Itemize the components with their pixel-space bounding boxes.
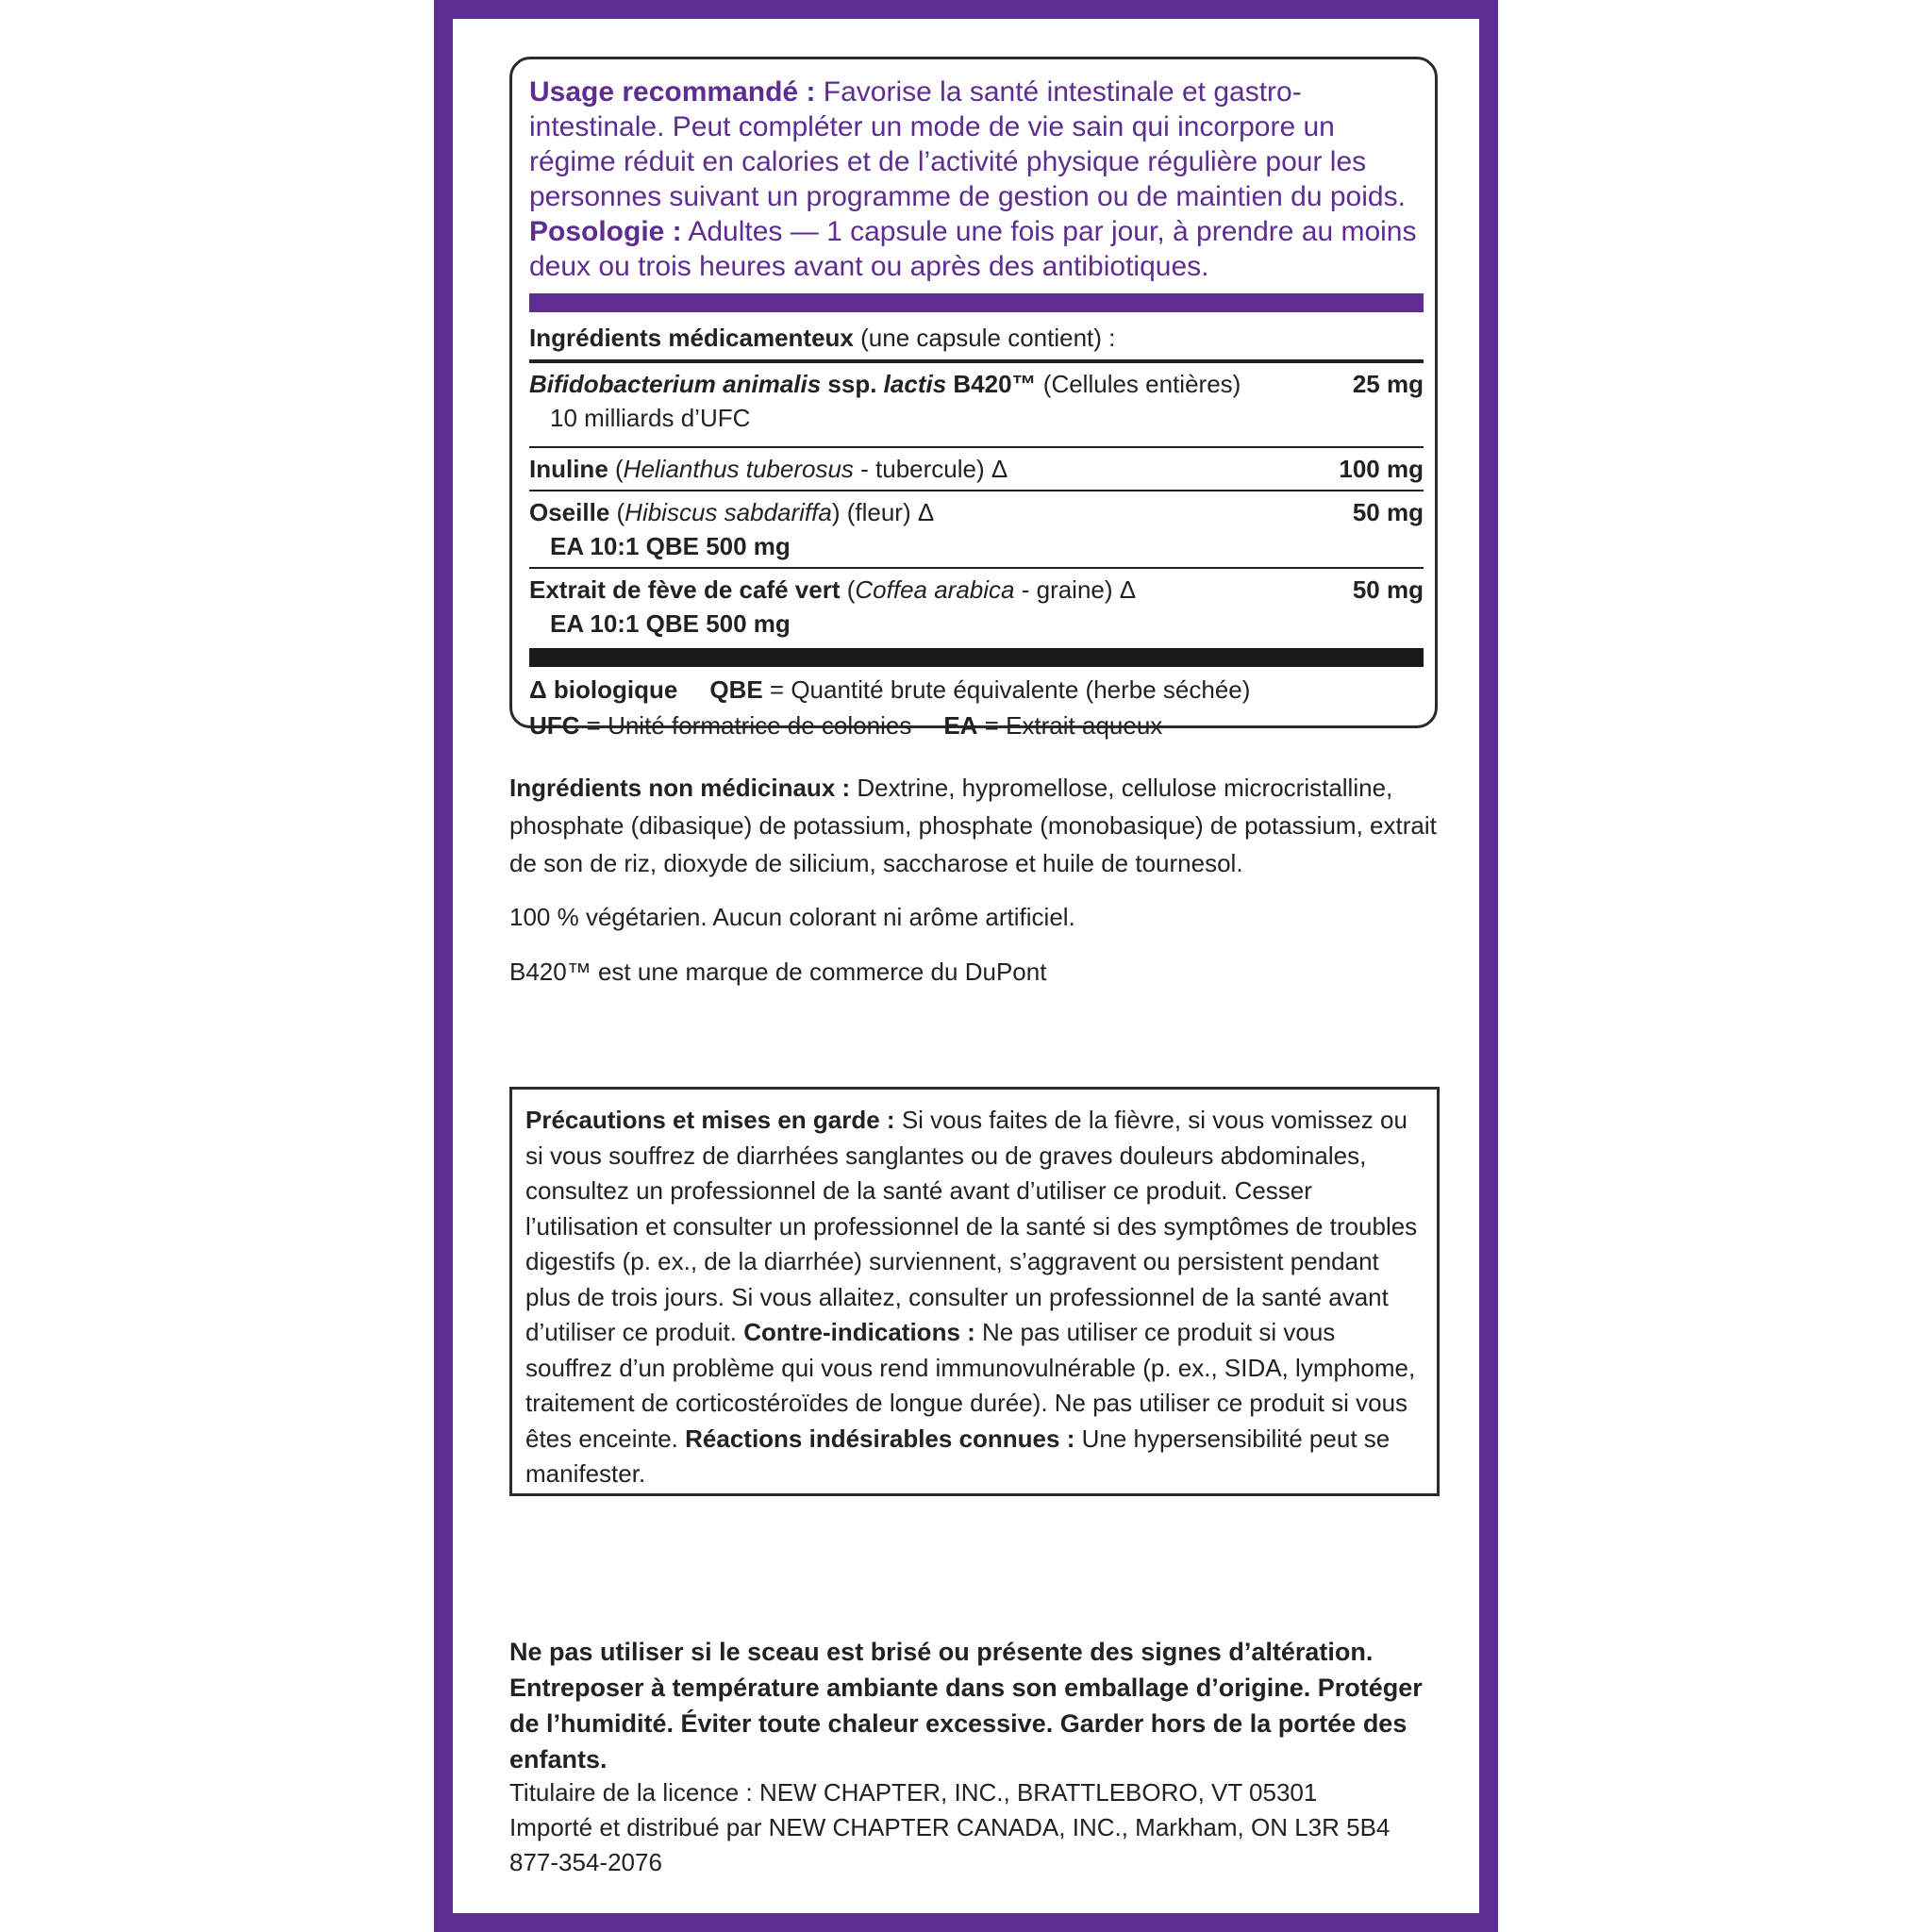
- contraindications-label: Contre-indications :: [743, 1318, 975, 1346]
- ingredient-sub: EA 10:1 QBE 500 mg: [550, 609, 791, 638]
- ingredient-name-open: (: [609, 498, 625, 526]
- adverse-reactions-text: Une hypersensibilité peut se manifester.: [525, 1424, 1391, 1488]
- dosage-text: Adultes — 1 capsule une fois par jour, à prendre au moins deux ou trois heures avant ou après des antibiotiques.: [529, 216, 1417, 282]
- warnings-box: [509, 1087, 1440, 1496]
- seal-notice: Ne pas utiliser si le sceau est brisé ou présente des signes d’altération.: [509, 1638, 1374, 1666]
- phone-number: 877-354-2076: [509, 1848, 662, 1876]
- non-medicinal-text: Dextrine, hypromellose, cellulose microcristalline, phosphate (dibasique) de potassium, phosphate (monobasique) de potassium, extrait de son de riz, dioxyde de silicium, saccharose et huile de tournesol.: [509, 774, 1437, 877]
- legend-bio: Δ biologique: [529, 675, 678, 704]
- ingredient-amount: 50 mg: [1352, 575, 1424, 604]
- legend-ufc-abbr: UFC: [529, 711, 580, 740]
- row-rule: [529, 446, 1424, 448]
- ingredient-name-italic: lactis: [883, 370, 947, 398]
- ingredient-name-rest: (Cellules entières): [1036, 370, 1241, 398]
- license-holder: Titulaire de la licence : NEW CHAPTER, INC., BRATTLEBORO, VT 05301: [509, 1778, 1318, 1807]
- black-divider-bar: [529, 648, 1424, 667]
- ingredient-latin: Helianthus tuberosus: [623, 455, 854, 483]
- warnings-text: [525, 1103, 1422, 1492]
- medicinal-header-rest: (une capsule contient) :: [853, 324, 1116, 352]
- storage-notice: Entreposer à température ambiante dans son emballage d’origine. Protéger de l’humidité. Éviter toute chaleur excessive. Garder hors de la portée des enfants.: [509, 1674, 1423, 1774]
- ingredient-sub: 10 milliards d’UFC: [550, 404, 751, 432]
- ingredient-name: Bifidobacterium animalis: [529, 370, 822, 398]
- adverse-reactions-label: Réactions indésirables connues :: [685, 1424, 1075, 1453]
- usage-label: Usage recommandé :: [529, 76, 816, 108]
- ingredient-name-open: (: [840, 575, 856, 604]
- medicinal-header-label: Ingrédients médicamenteux: [529, 324, 854, 352]
- ingredient-name: Oseille: [529, 498, 610, 526]
- ingredient-name-tail: B420™: [946, 370, 1037, 398]
- ingredient-name-open: (: [608, 455, 624, 483]
- non-medicinal-label: Ingrédients non médicinaux :: [509, 774, 851, 802]
- label-panel: [453, 19, 1479, 1913]
- ingredient-name: Extrait de fève de café vert: [529, 575, 841, 604]
- dosage-label: Posologie :: [529, 216, 682, 247]
- label-border-frame: [434, 0, 1498, 1932]
- row-rule: [529, 490, 1424, 491]
- ingredient-row-oseille: [529, 495, 1424, 563]
- row-rule: [529, 567, 1424, 569]
- ingredient-name-rest: ) (fleur) Δ: [831, 498, 935, 526]
- legend-ea-abbr: EA: [943, 711, 978, 740]
- purple-divider-bar: [529, 293, 1424, 312]
- ingredient-amount: 25 mg: [1352, 370, 1424, 398]
- vegetarian-note: 100 % végétarien. Aucun colorant ni arôme artificiel.: [509, 903, 1075, 931]
- ingredient-row-inuline: [529, 452, 1424, 486]
- trademark-note: B420™ est une marque de commerce du DuPont: [509, 958, 1047, 986]
- contraindications-text: Ne pas utiliser ce produit si vous souffrez d’un problème qui vous rend immunovulnérable (p. ex., SIDA, lymphome, traitement de corticostéroïdes de longue durée). Ne pas utiliser ce produit si vous êtes enceinte.: [525, 1318, 1416, 1453]
- legend-line-1: [529, 673, 1424, 707]
- ingredient-sub: EA 10:1 QBE 500 mg: [550, 532, 791, 560]
- ingredient-name-rest: - graine) Δ: [1014, 575, 1137, 604]
- ingredient-name: Inuline: [529, 455, 608, 483]
- legend-qbe-abbr: QBE: [709, 675, 763, 704]
- legend-qbe-def: = Quantité brute équivalente (herbe séchée): [762, 675, 1251, 704]
- medicinal-header: [529, 322, 1424, 354]
- precautions-label: Précautions et mises en garde :: [525, 1106, 895, 1134]
- ingredient-name-mid: ssp.: [821, 370, 884, 398]
- ingredient-amount: 50 mg: [1352, 498, 1424, 526]
- ingredient-latin: Hibiscus sabdariffa: [625, 498, 832, 526]
- ingredients-box: [509, 57, 1438, 740]
- legend-ufc-def: = Unité formatrice de colonies: [579, 711, 912, 740]
- usage-dosage-text: [529, 75, 1425, 284]
- ingredient-name-rest: - tubercule) Δ: [853, 455, 1008, 483]
- usage-text: Favorise la santé intestinale et gastro-intestinale. Peut compléter un mode de vie sain qui incorpore un régime réduit en calories et de l’activité physique régulière pour les personnes suivant un programme de gestion ou de maintien du poids.: [529, 76, 1406, 212]
- legend-line-2: [529, 708, 1424, 742]
- precautions-text: Si vous faites de la fièvre, si vous vomissez ou si vous souffrez de diarrhées sanglantes ou de graves douleurs abdominales, consultez un professionnel de la santé avant d’utiliser ce produit. Cesser l’utilisation et consulter un professionnel de la santé si des symptômes de troubles digestifs (p. ex., de la diarrhée) surviennent, s’aggravent ou persistent pendant plus de trois jours. Si vous allaitez, consulter un professionnel de la santé avant d’utiliser ce produit.: [525, 1106, 1418, 1346]
- importer: Importé et distribué par NEW CHAPTER CANADA, INC., Markham, ON L3R 5B4: [509, 1813, 1391, 1841]
- header-rule: [529, 359, 1424, 363]
- license-info: [509, 1775, 1453, 1880]
- legend-ea-def: = Extrait aqueux: [977, 711, 1163, 740]
- ingredient-amount: 100 mg: [1339, 455, 1424, 483]
- ingredient-row-cafe: [529, 573, 1424, 641]
- ingredient-latin: Coffea arabica: [855, 575, 1015, 604]
- ingredient-row-bifido: [529, 367, 1424, 435]
- non-medicinal-ingredients: [509, 769, 1453, 882]
- seal-storage-notice: [509, 1634, 1453, 1777]
